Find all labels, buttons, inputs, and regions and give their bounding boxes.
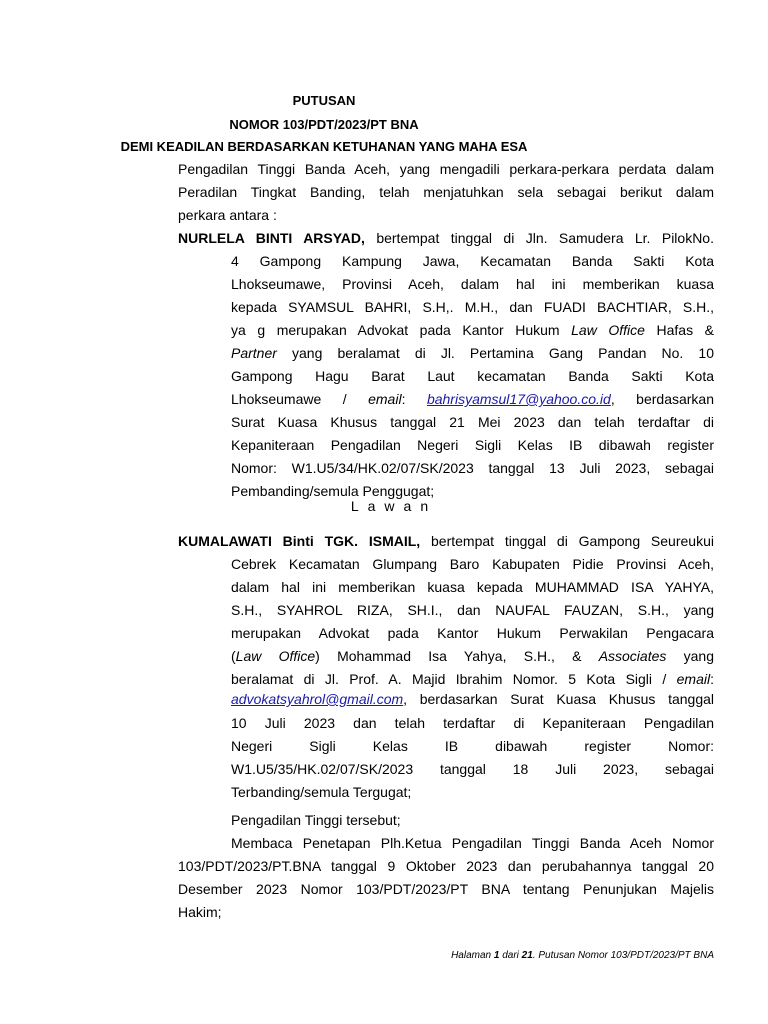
party2-line: Cebrek Kecamatan Glumpang Baro Kabupaten Pidie Provinsi Aceh,: [231, 556, 714, 572]
text-span: ) Mohammad Isa Yahya, S.H., &: [315, 648, 599, 664]
motto: DEMI KEADILAN BERDASARKAN KETUHANAN YANG MAHA ESA: [120, 139, 528, 154]
text-span: :: [401, 391, 427, 407]
footer-page-total: 21: [521, 950, 533, 961]
closing-court: Pengadilan Tinggi tersebut;: [231, 812, 401, 828]
party1-line: Surat Kuasa Khusus tanggal 21 Mei 2023 dan telah terdaftar di: [231, 414, 714, 430]
text-span: (: [231, 648, 236, 664]
party2-first-line: [178, 530, 714, 553]
party2-line: merupakan Advokat pada Kantor Hukum Perwakilan Pengacara: [231, 625, 714, 641]
associates-italic: Associates: [598, 648, 667, 664]
party1-line: Gampong Hagu Barat Laut kecamatan Banda Sakti Kota: [231, 368, 714, 384]
party2-line: dalam hal ini memberikan kuasa kepada MUHAMMAD ISA YAHYA,: [231, 579, 714, 595]
party2-name: KUMALAWATI Binti TGK. ISMAIL,: [178, 533, 421, 549]
party2-address-start: bertempat tinggal di Gampong Seureukui: [420, 533, 714, 549]
party1-address-start: bertempat tinggal di Jln. Samudera Lr. PilokNo.: [364, 230, 714, 246]
page-footer: [451, 950, 714, 961]
text-span: beralamat di Jl. Prof. A. Majid Ibrahim Nomor. 5 Kota Sigli /: [231, 671, 677, 687]
text-span: ya g merupakan Advokat pada Kantor Hukum: [231, 322, 572, 338]
closing-line: 103/PDT/2023/PT.BNA tanggal 9 Oktober 2023 dan perubahannya tanggal 20: [178, 858, 714, 874]
party2-line: S.H., SYAHROL RIZA, SH.I., dan NAUFAL FAUZAN, S.H., yang: [231, 602, 714, 618]
party1-line: [178, 319, 714, 342]
closing-line: Membaca Penetapan Plh.Ketua Pengadilan Tinggi Banda Aceh Nomor: [231, 835, 714, 851]
footer-page-number: 1: [493, 950, 500, 961]
closing-line: Desember 2023 Nomor 103/PDT/2023/PT BNA tentang Penunjukan Majelis: [178, 881, 714, 897]
party1-first-line: [178, 227, 714, 250]
party1-email-link[interactable]: bahrisyamsul17@yahoo.co.id: [426, 391, 611, 407]
text-span: , berdasarkan Surat Kuasa Khusus tanggal: [403, 691, 714, 707]
text-span: :: [710, 671, 714, 687]
party2-email-link[interactable]: advokatsyahrol@gmail.com: [231, 691, 404, 707]
text-span: yang beralamat di Jl. Pertamina Gang Pandan No. 10: [276, 345, 714, 361]
party1-line: 4 Gampong Kampung Jawa, Kecamatan Banda Sakti Kota: [231, 253, 714, 269]
party1-line: Kepaniteraan Pengadilan Negeri Sigli Kelas IB dibawah register: [231, 437, 714, 453]
intro-line-2: Peradilan Tingkat Banding, telah menjatuhkan sela sebagai berikut dalam: [178, 184, 714, 200]
party1-role: Pembanding/semula Penggugat;: [231, 483, 435, 499]
party1-line: Lhokseumawe, Provinsi Aceh, dalam hal ini memberikan kuasa: [231, 276, 714, 292]
party1-line: [178, 388, 714, 411]
document-title: PUTUSAN: [292, 93, 356, 108]
party2-line: 10 Juli 2023 dan telah terdaftar di Kepaniteraan Pengadilan: [231, 715, 714, 731]
party1-line: [178, 342, 714, 365]
email-label: email: [676, 671, 711, 687]
email-label: email: [368, 391, 402, 407]
text-span: Lhokseumawe /: [231, 391, 369, 407]
footer-text: . Putusan Nomor 103/PDT/2023/PT BNA: [532, 950, 714, 961]
lawan-separator: Lawan: [350, 498, 438, 514]
party2-line: Negeri Sigli Kelas IB dibawah register Nomor:: [231, 738, 714, 754]
intro-line-1: Pengadilan Tinggi Banda Aceh, yang mengadili perkara-perkara perdata dalam: [178, 161, 714, 177]
party2-line: [178, 645, 714, 668]
footer-text: Halaman: [451, 950, 494, 961]
footer-text: dari: [499, 950, 522, 961]
text-span: yang: [666, 648, 714, 664]
party2-line: [178, 688, 714, 711]
closing-last: Hakim;: [178, 904, 222, 920]
party1-line: kepada SYAMSUL BAHRI, S.H,. M.H., dan FUADI BACHTIAR, S.H.,: [231, 299, 714, 315]
intro-line-3: perkara antara :: [178, 207, 277, 223]
text-span: Hafas &: [644, 322, 714, 338]
law-office-italic: Law Office: [571, 322, 645, 338]
text-span: , berdasarkan: [610, 391, 714, 407]
case-number: NOMOR 103/PDT/2023/PT BNA: [229, 117, 419, 132]
law-office-italic: Law Office: [235, 648, 316, 664]
party2-line: W1.U5/35/HK.02/07/SK/2023 tanggal 18 Juli 2023, sebagai: [231, 761, 714, 777]
party1-line: Nomor: W1.U5/34/HK.02/07/SK/2023 tanggal 13 Juli 2023, sebagai: [231, 460, 714, 476]
partner-italic: Partner: [231, 345, 277, 361]
party1-name: NURLELA BINTI ARSYAD,: [178, 230, 365, 246]
party2-role: Terbanding/semula Tergugat;: [231, 784, 412, 800]
